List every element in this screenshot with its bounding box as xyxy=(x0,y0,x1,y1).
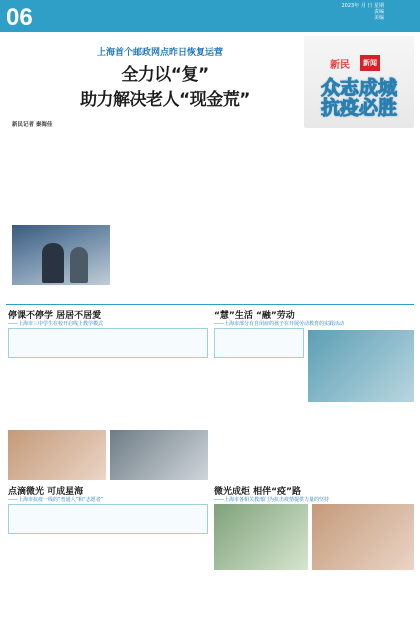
photo-person xyxy=(42,243,64,283)
section-3-subtitle: ——上海市抗疫一线的“普通人”和“志愿者” xyxy=(8,497,104,503)
main-photo xyxy=(12,225,110,285)
photo-person xyxy=(70,247,88,283)
headline-line-1: 全力以“复” xyxy=(121,65,209,85)
section-2-title: “慧”生活 “融”劳动 xyxy=(214,311,295,321)
section-3-quote-box xyxy=(8,504,208,534)
section-1-photo xyxy=(8,430,106,480)
page-number: 06 xyxy=(6,4,33,31)
section-1-title: 停课不停学 居居不居愛 xyxy=(8,311,102,321)
byline: 新民记者 秦海佳 xyxy=(12,122,53,128)
slogan-line-1: 众志成城 xyxy=(320,77,397,99)
slogan-line-2: 抗疫必胜 xyxy=(320,97,397,119)
section-1-photo xyxy=(110,430,208,480)
section-2-subtitle: ——上海市部分有自闭症的孩子在开展劳动教育的实践活动 xyxy=(214,321,345,327)
headline-line-2: 助力解决老人“现金荒” xyxy=(80,90,250,110)
date-line: 2023年 月 日 星期 xyxy=(341,3,384,9)
section-2-quote-box xyxy=(214,328,304,358)
editor-line: 责编 xyxy=(373,9,384,15)
brand-logo: 新民 xyxy=(330,60,350,71)
section-3-title: 点滴微光 可成星海 xyxy=(8,487,84,497)
page-meta xyxy=(342,3,385,21)
section-1-quote-box xyxy=(8,328,208,358)
section-4-photo xyxy=(312,504,414,570)
top-section xyxy=(0,0,420,300)
designer-line: 美编 xyxy=(373,15,384,21)
headline-kicker: 上海首个邮政网点昨日恢复运营 xyxy=(96,48,223,58)
section-divider xyxy=(6,304,414,305)
section-4-subtitle: ——上海市各相关教部门为抗击疫情提供力量的坚持 xyxy=(214,497,330,503)
section-1-subtitle: ——上海市三中学生在校开启线上教学模式 xyxy=(8,321,104,327)
brand-seal: 新闻 xyxy=(360,55,380,71)
section-4-title: 微光成炬 相伴“疫”路 xyxy=(214,487,301,497)
section-4-photo xyxy=(214,504,308,570)
section-2-photo xyxy=(308,330,414,402)
